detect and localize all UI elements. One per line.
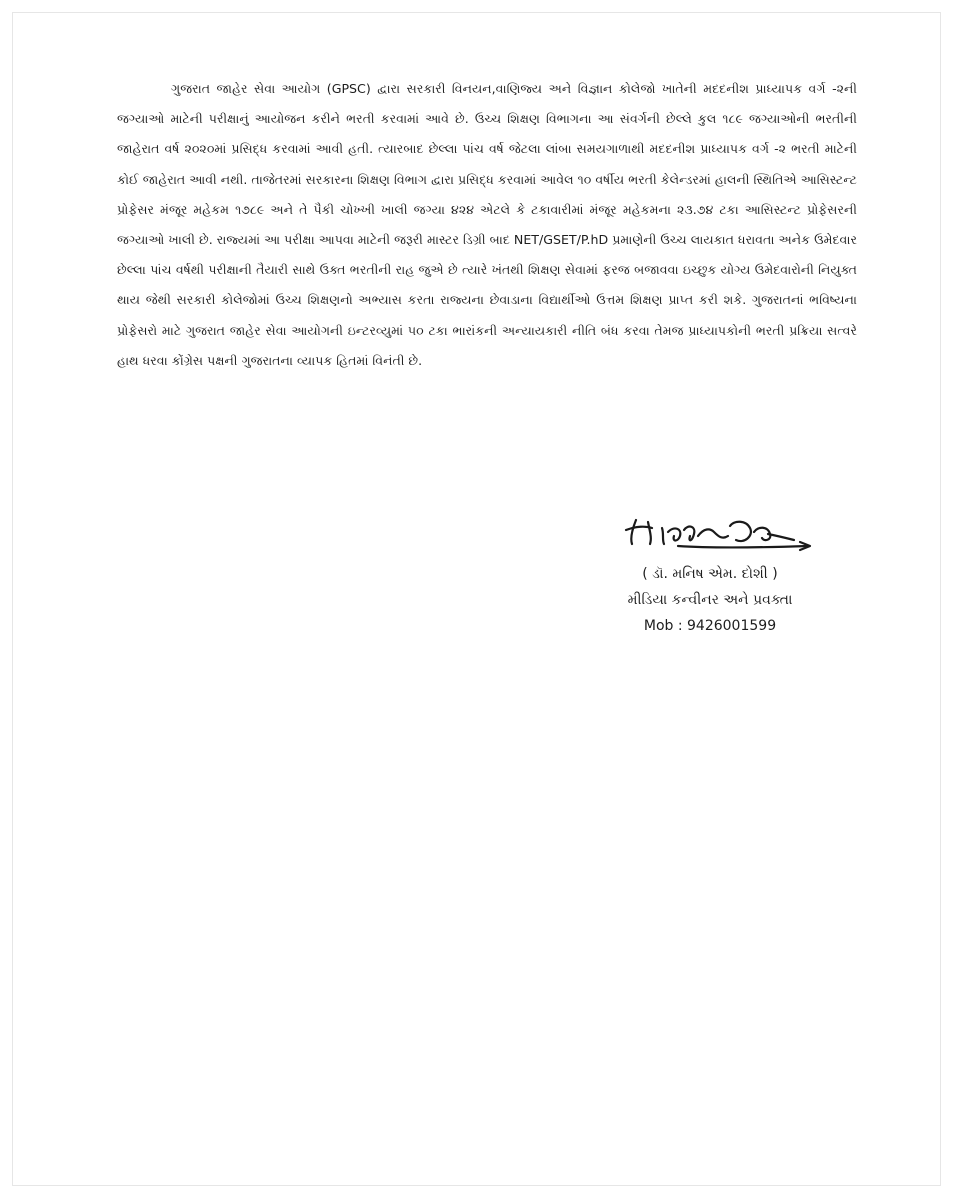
signatory-designation: મીડિયા કન્વીનર અને પ્રવક્તા [627, 592, 793, 608]
letter-body: ગુજરાત જાહેર સેવા આયોગ (GPSC) દ્વારા સરકારી વિનયન,વાણિજ્ય અને વિજ્ઞાન કોલેજો ખાતેની મદદનીશ પ્રાધ્યાપક વર્ગ -૨ની જગ્યાઓ માટેની પરીક્ષાનું આયોજન કરીને ભરતી કરવામાં આવે છે. ઉચ્ચ શિક્ષણ વિભાગના આ સંવર્ગની છેલ્લે કુલ ૧૮૯ જગ્યાઓની ભરતીની જાહેરાત વર્ષ ૨૦૨૦માં પ્રસિદ્ધ કરવામાં આવી હતી. ત્યારબાદ છેલ્લા પાંચ વર્ષ જેટલા લાંબા સમયગાળાથી મદદનીશ પ્રાધ્યાપક વર્ગ -૨ ભરતી માટેની કોઈ જાહેરાત આવી નથી. તાજેતરમાં સરકારના શિક્ષણ વિભાગ દ્વારા પ્રસિદ્ધ કરવામાં આવેલ ૧૦ વર્ષીય ભરતી કેલેન્ડરમાં હાલની સ્થિતિએ આસિસ્ટન્ટ પ્રોફેસર મંજૂર મહેકમ ૧૭૮૯ અને તે પૈકી ચોખ્ખી ખાલી જગ્યા ૪૨૪ એટલે કે ટકાવારીમાં મંજૂર મહેકમના ૨૩.૭૪ ટકા આસિસ્ટન્ટ પ્રોફેસરની જગ્યાઓ ખાલી છે. રાજ્યમાં આ પરીક્ષા આપવા માટેની જરૂરી માસ્ટર ડિગ્રી બાદ NET/GSET/P.hD પ્રમાણેની ઉચ્ચ લાયકાત ધરાવતા અનેક ઉમેદવાર છેલ્લા પાંચ વર્ષથી પરીક્ષાની તૈયારી સાથે ઉક્ત ભરતીની રાહ જુએ છે ત્યારે ખંતથી શિક્ષણ સેવામાં ફરજ બજાવવા ઇચ્છુક યોગ્ય ઉમેદવારોની નિયુક્ત થાય જેથી સરકારી કોલેજોમાં ઉચ્ચ શિક્ષણનો અભ્યાસ કરતા રાજ્યના છેવાડાના વિદ્યાર્થીઓ ઉત્તમ શિક્ષણ પ્રાપ્ત કરી શકે. ગુજરાતનાં ભવિષ્યના પ્રોફેસરો માટે ગુજરાત જાહેર સેવા આયોગની ઇન્ટરવ્યુમાં ૫૦ ટકા ભારાંકની અન્યાયકારી નીતિ બંધ કરવા તેમજ પ્રાધ્યાપકોની ભરતી પ્રક્રિયા સત્વરે હાથ ધરવા કોંગ્રેસ પક્ષની ગુજરાતના વ્યાપક હિતમાં વિનંતી છે. [117, 81, 857, 368]
handwritten-signature [618, 506, 818, 562]
signatory-name: ( ડૉ. મનિષ એમ. દોશી ) [642, 566, 778, 582]
signatory-mobile: Mob : 9426001599 [643, 618, 777, 634]
signature-block [590, 561, 830, 639]
